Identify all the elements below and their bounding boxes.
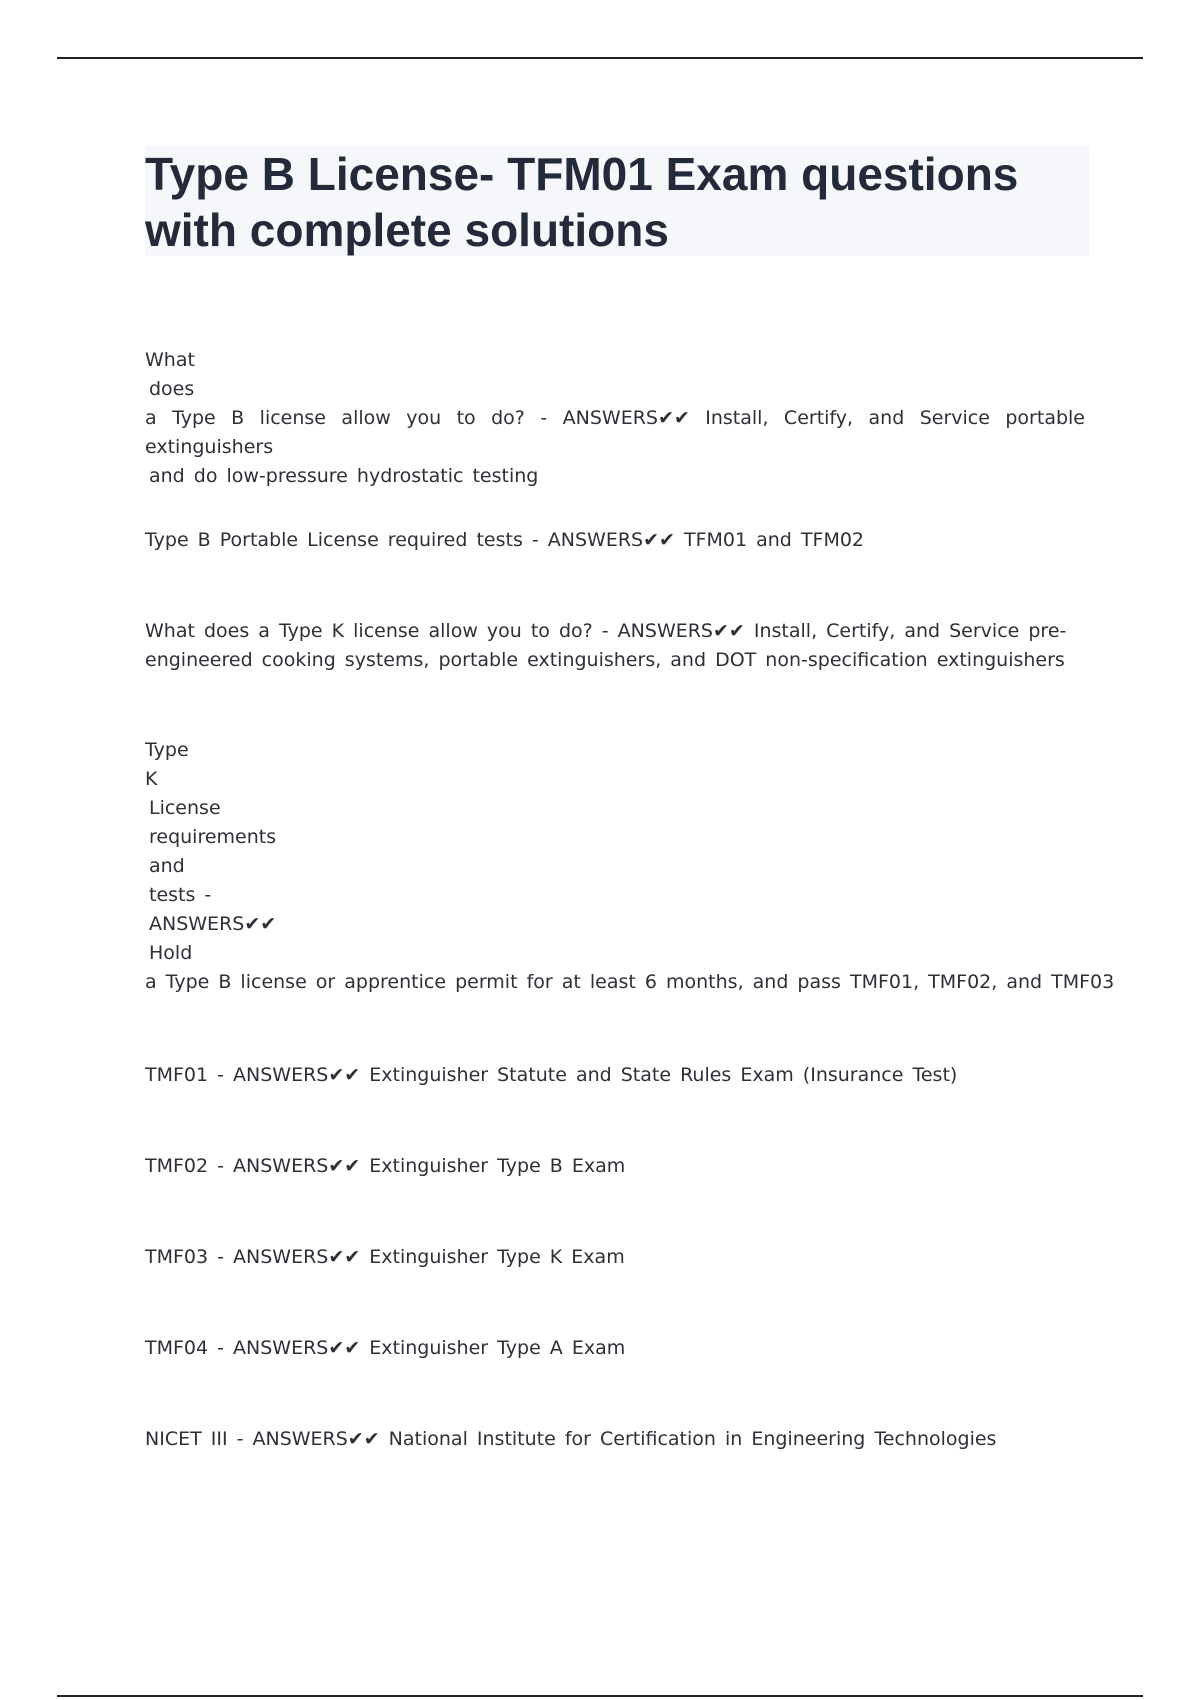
qa-line: TMF03 - ANSWERS✔✔ Extinguisher Type K Exam xyxy=(145,1246,625,1268)
qa-line: TMF04 - ANSWERS✔✔ Extinguisher Type A Exam xyxy=(145,1337,626,1359)
qa-item-tmf02 xyxy=(145,1152,1085,1181)
qa-item-nicet xyxy=(145,1425,1085,1454)
qa-line: K xyxy=(145,768,158,790)
qa-line: does xyxy=(149,378,195,400)
qa-line: License xyxy=(149,797,221,819)
qa-line: ANSWERS✔✔ xyxy=(149,913,277,935)
title-line-1: Type B License- TFM01 Exam questions xyxy=(145,148,1019,200)
qa-line: NICET III - ANSWERS✔✔ National Institute for Certification in Engineering Technologies xyxy=(145,1428,997,1450)
qa-item-tmf04 xyxy=(145,1334,1085,1363)
qa-line: requirements xyxy=(149,826,277,848)
bottom-rule xyxy=(57,1695,1143,1697)
qa-line: What does a Type K license allow you to do? - ANSWERS✔✔ Install, Certify, and Service pre- xyxy=(145,620,1067,642)
qa-line: Type xyxy=(145,739,189,761)
qa-item-type-b-allow xyxy=(145,346,1085,491)
qa-item-type-k-requirements xyxy=(145,736,1115,997)
qa-line: TMF01 - ANSWERS✔✔ Extinguisher Statute and State Rules Exam (Insurance Test) xyxy=(145,1064,958,1086)
qa-item-tmf03 xyxy=(145,1243,1085,1272)
qa-item-type-k-allow xyxy=(145,617,1085,675)
title-line-2: with complete solutions xyxy=(145,204,669,256)
qa-line: Type B Portable License required tests - ANSWERS✔✔ TFM01 and TFM02 xyxy=(145,529,865,551)
qa-line: tests - xyxy=(149,884,212,906)
document-title xyxy=(145,146,1085,258)
qa-line: Hold xyxy=(149,942,193,964)
qa-line: TMF02 - ANSWERS✔✔ Extinguisher Type B Exam xyxy=(145,1155,626,1177)
qa-item-tmf01 xyxy=(145,1061,1085,1090)
top-rule xyxy=(57,57,1143,59)
qa-line: engineered cooking systems, portable extinguishers, and DOT non-specification extinguishers xyxy=(145,649,1065,671)
qa-item-type-b-tests xyxy=(145,526,1085,555)
qa-line: What xyxy=(145,349,195,371)
qa-line: a Type B license or apprentice permit for at least 6 months, and pass TMF01, TMF02, and TMF03 xyxy=(145,971,1115,993)
qa-line: and do low-pressure hydrostatic testing xyxy=(149,465,539,487)
qa-line: and xyxy=(149,855,185,877)
qa-line: a Type B license allow you to do? - ANSWERS✔✔ Install, Certify, and Service portable extinguishers xyxy=(145,407,1085,458)
